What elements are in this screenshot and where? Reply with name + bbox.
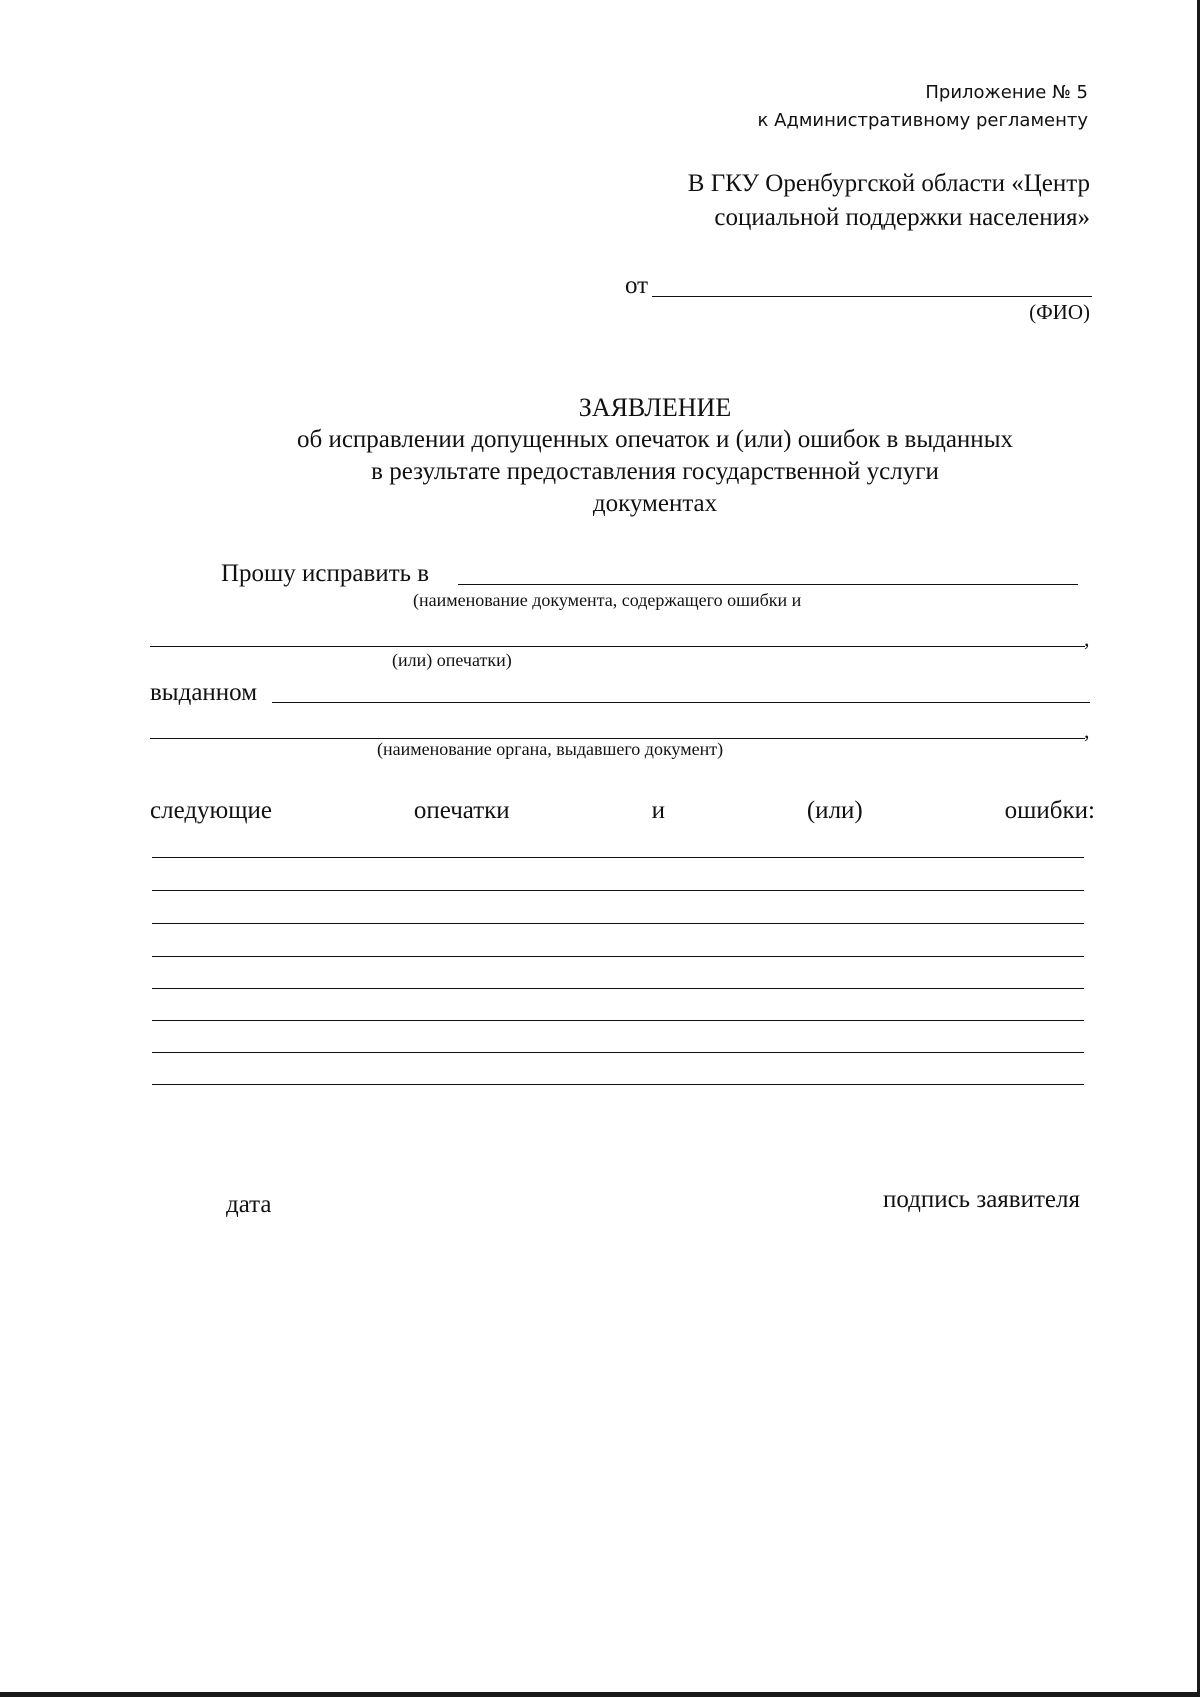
errors-field-line[interactable] (152, 1084, 1084, 1085)
issuing-organ-field[interactable] (272, 702, 1090, 703)
signature-label: подпись заявителя (882, 1186, 1080, 1213)
document-subtitle-line-1: об исправлении допущенных опечаток и (или) ошибок в выданных (296, 426, 1013, 453)
errors-intro-word: и (651, 797, 665, 824)
document-name-caption-continued: (или) опечатки) (392, 650, 512, 670)
errors-intro-word: (или) (806, 797, 863, 824)
errors-intro-line (150, 797, 1095, 825)
from-label: от (625, 272, 649, 299)
errors-field-line[interactable] (152, 857, 1084, 858)
errors-field-line[interactable] (152, 1052, 1084, 1053)
appendix-number: Приложение № 5 (925, 82, 1088, 103)
applicant-name-field[interactable] (652, 296, 1092, 297)
document-name-field-continued[interactable] (150, 646, 1085, 647)
errors-intro-word: ошибки: (1004, 797, 1095, 824)
fio-caption: (ФИО) (1029, 300, 1090, 324)
issued-label: выданном (150, 679, 258, 706)
request-label: Прошу исправить в (221, 560, 430, 587)
errors-field-line[interactable] (152, 956, 1084, 957)
errors-field-line[interactable] (152, 988, 1084, 989)
errors-field-line[interactable] (152, 890, 1084, 891)
issuing-organ-caption: (наименование органа, выдавшего документ) (377, 739, 724, 759)
errors-field-line[interactable] (152, 1020, 1084, 1021)
document-title: ЗАЯВЛЕНИЕ (578, 393, 732, 422)
addressee-line-1: В ГКУ Оренбургской области «Центр (687, 170, 1090, 197)
appendix-reference: к Административному регламенту (757, 110, 1088, 131)
document-name-field[interactable] (458, 584, 1078, 585)
errors-field-line[interactable] (152, 923, 1084, 924)
date-label: дата (226, 1191, 272, 1218)
document-subtitle-line-2: в результате предоставления государственной услуги (371, 458, 939, 485)
document-subtitle-line-3: документах (592, 490, 718, 517)
comma: , (1084, 626, 1090, 651)
scan-edge-bottom (0, 1692, 1200, 1697)
errors-intro-word: опечатки (413, 797, 510, 824)
document-name-caption: (наименование документа, содержащего ошибки и (413, 590, 802, 610)
errors-intro-word: следующие (150, 797, 272, 824)
comma: , (1084, 718, 1090, 743)
addressee-line-2: социальной поддержки населения» (714, 204, 1090, 231)
